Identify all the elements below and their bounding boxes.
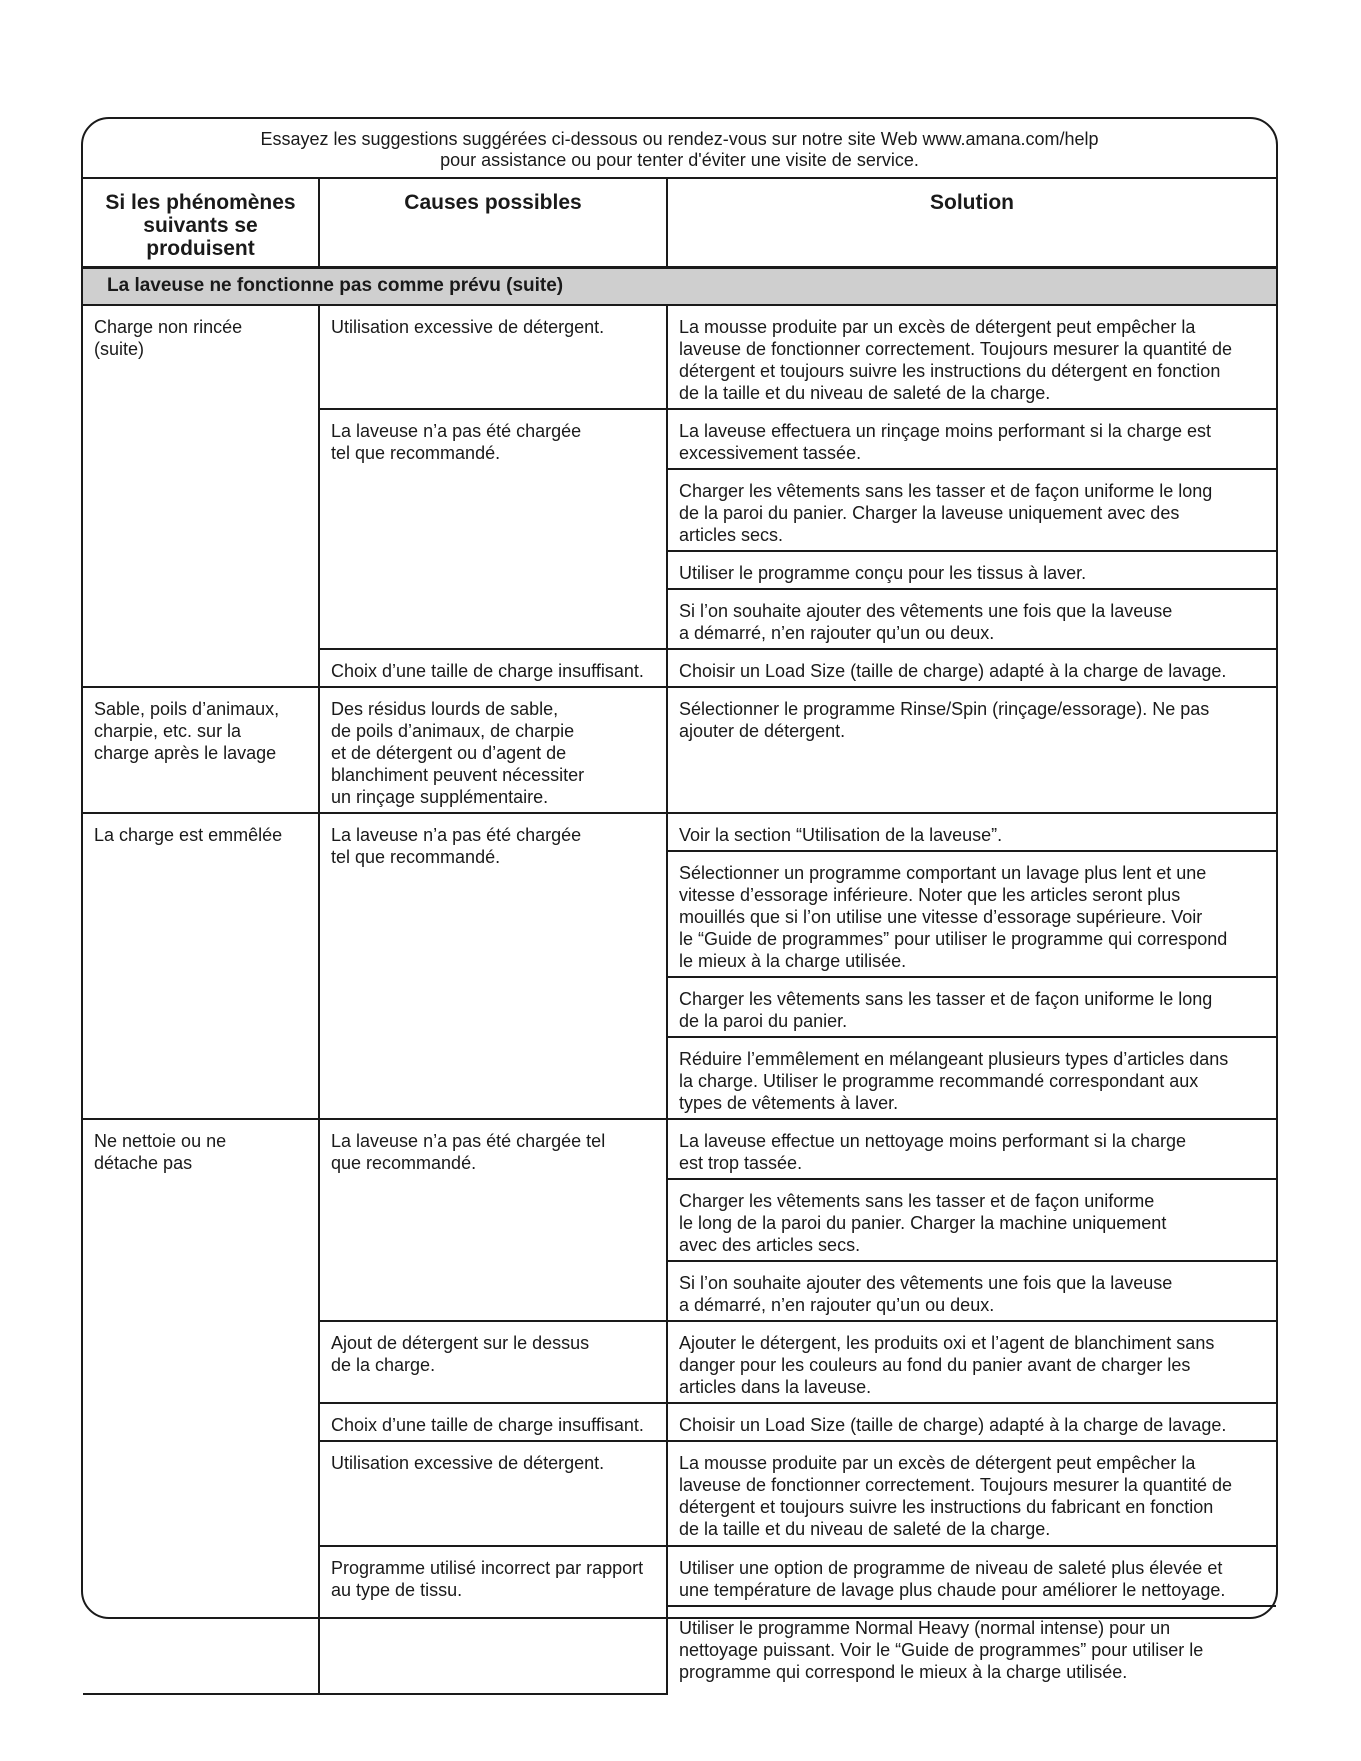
symptom-cell: Sable, poils d’animaux, charpie, etc. sur la charge après le lavage: [83, 687, 319, 813]
solution-cell: La mousse produite par un excès de détergent peut empêcher la laveuse de fonctionner correctement. Toujours mesurer la quantité de détergent et toujours suivre les instructions du fabricant en fonction de la taille et du niveau de saleté de la charge.: [667, 1441, 1276, 1546]
header-row: [83, 179, 1276, 268]
solution-cell: Utiliser une option de programme de niveau de saleté plus élevée et une température de lavage plus chaude pour améliorer le nettoyage.: [667, 1546, 1276, 1606]
cause-cell: La laveuse n’a pas été chargée tel que recommandé.: [319, 813, 667, 1119]
symptom-cell: Ne nettoie ou ne détache pas: [83, 1119, 319, 1694]
cause-cell: Utilisation excessive de détergent.: [319, 1441, 667, 1546]
symptom-cell: Charge non rincée (suite): [83, 305, 319, 687]
solution-cell: Choisir un Load Size (taille de charge) adapté à la charge de lavage.: [667, 1403, 1276, 1441]
cause-cell: Des résidus lourds de sable, de poils d’animaux, de charpie et de détergent ou d’agent de blanchiment peuvent nécessiter un rinçage supplémentaire.: [319, 687, 667, 813]
troubleshooting-table-frame: [81, 117, 1278, 1682]
solution-cell: Réduire l’emmêlement en mélangeant plusieurs types d’articles dans la charge. Utiliser le programme recommandé correspondant aux types de vêtements à laver.: [667, 1037, 1276, 1119]
cause-cell: Choix d’une taille de charge insuffisant.: [319, 1403, 667, 1441]
solution-cell: Ajouter le détergent, les produits oxi et l’agent de blanchiment sans danger pour les couleurs au fond du panier avant de charger les articles dans la laveuse.: [667, 1321, 1276, 1403]
solution-cell: Charger les vêtements sans les tasser et de façon uniforme le long de la paroi du panier.: [667, 977, 1276, 1037]
solution-cell: Utiliser le programme conçu pour les tissus à laver.: [667, 551, 1276, 589]
solution-cell: Charger les vêtements sans les tasser et de façon uniforme le long de la paroi du panier. Charger la machine uniquement avec des articles secs.: [667, 1179, 1276, 1261]
solution-cell: Choisir un Load Size (taille de charge) adapté à la charge de lavage.: [667, 649, 1276, 687]
section-row: [83, 268, 1276, 305]
solution-cell: Si l’on souhaite ajouter des vêtements une fois que la laveuse a démarré, n’en rajouter qu’un ou deux.: [667, 589, 1276, 649]
table-row: [83, 813, 1276, 851]
cause-cell: La laveuse n’a pas été chargée tel que recommandé.: [319, 1119, 667, 1321]
table-row: [83, 687, 1276, 813]
solution-cell: Sélectionner un programme comportant un lavage plus lent et une vitesse d’essorage inférieure. Noter que les articles seront plus mouillés que si l’on utilise une vitesse d’essorage supérieure. Voir le “Guide de programmes” pour utiliser le programme qui correspond le mieux à la charge utilisée.: [667, 851, 1276, 977]
intro-line-1: Essayez les suggestions suggérées ci-dessous ou rendez-vous sur notre site Web www.amana.com/help: [260, 129, 1099, 149]
solution-cell: Sélectionner le programme Rinse/Spin (rinçage/essorage). Ne pas ajouter de détergent.: [667, 687, 1276, 813]
header-cause: Causes possibles: [319, 179, 667, 268]
solution-cell: La mousse produite par un excès de détergent peut empêcher la laveuse de fonctionner correctement. Toujours mesurer la quantité de détergent et toujours suivre les instructions du détergent en fonction de la taille et du niveau de saleté de la charge.: [667, 305, 1276, 409]
header-solution: Solution: [667, 179, 1276, 268]
section-title: La laveuse ne fonctionne pas comme prévu (suite): [83, 268, 1276, 305]
solution-cell: Utiliser le programme Normal Heavy (normal intense) pour un nettoyage puissant. Voir le “Guide de programmes” pour utiliser le programme qui correspond le mieux à la charge utilisée.: [679, 1617, 1204, 1682]
solution-cell: La laveuse effectuera un rinçage moins performant si la charge est excessivement tassée.: [667, 409, 1276, 469]
intro-line-2: pour assistance ou pour tenter d'éviter une visite de service.: [440, 150, 919, 170]
header-symptom: Si les phénomènes suivants se produisent: [83, 179, 319, 268]
solution-cell: Si l’on souhaite ajouter des vêtements une fois que la laveuse a démarré, n’en rajouter qu’un ou deux.: [667, 1261, 1276, 1321]
intro-text: [83, 119, 1276, 179]
cause-cell: Programme utilisé incorrect par rapport au type de tissu.: [319, 1546, 667, 1694]
table-row: [83, 305, 1276, 409]
symptom-cell: La charge est emmêlée: [83, 813, 319, 1119]
troubleshooting-table: [83, 179, 1276, 1695]
solution-cell: Charger les vêtements sans les tasser et de façon uniforme le long de la paroi du panier. Charger la laveuse uniquement avec des articles secs.: [667, 469, 1276, 551]
solution-cell: La laveuse effectue un nettoyage moins performant si la charge est trop tassée.: [667, 1119, 1276, 1179]
table-row: [83, 1119, 1276, 1179]
cause-cell: Ajout de détergent sur le dessus de la charge.: [319, 1321, 667, 1403]
solution-cell: Voir la section “Utilisation de la laveuse”.: [667, 813, 1276, 851]
cause-cell: La laveuse n’a pas été chargée tel que recommandé.: [319, 409, 667, 649]
cause-cell: Choix d’une taille de charge insuffisant.: [319, 649, 667, 687]
cause-cell: Utilisation excessive de détergent.: [319, 305, 667, 409]
